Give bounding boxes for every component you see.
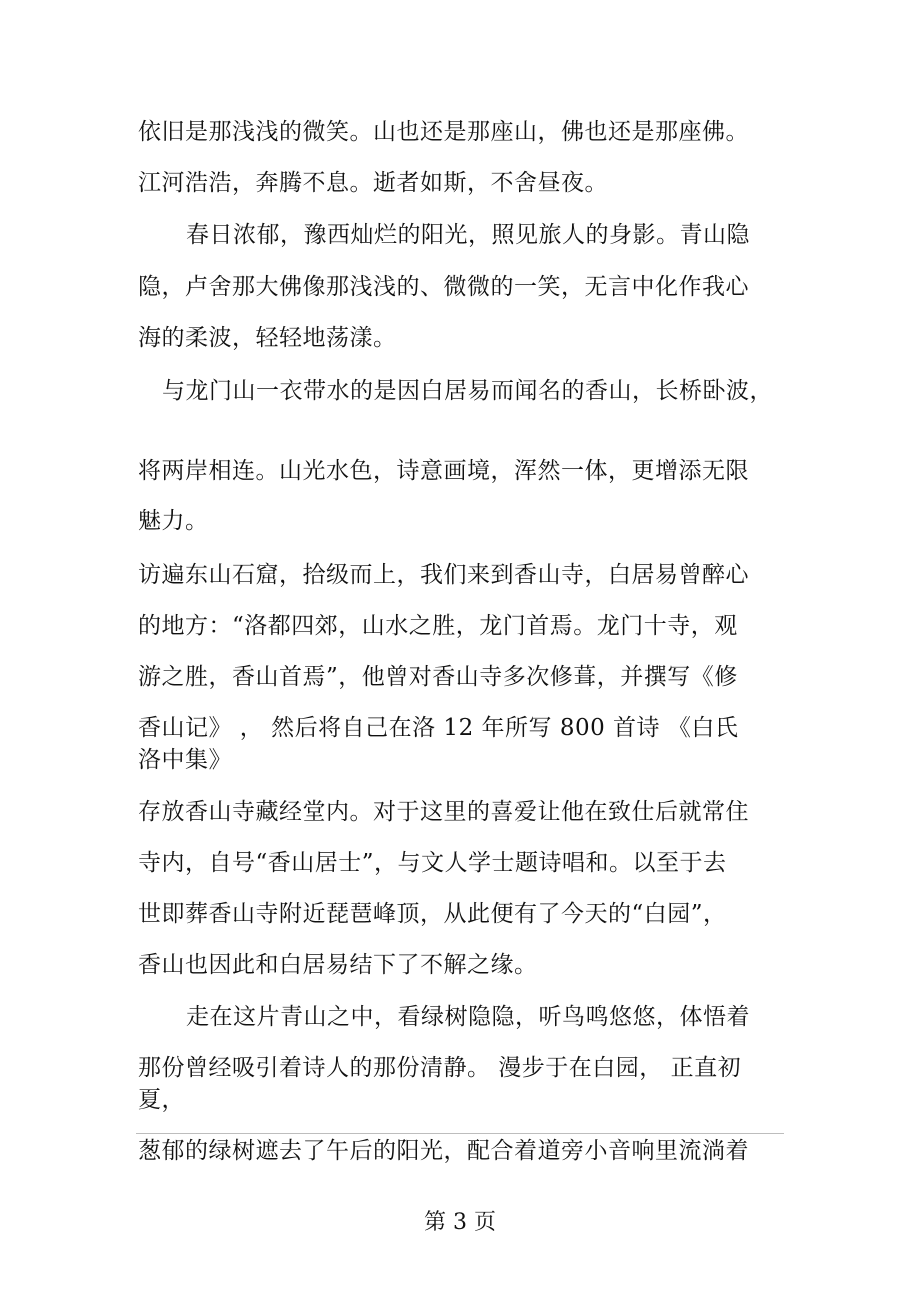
page-divider xyxy=(136,1133,784,1134)
text-line: 游之胜，香山首焉”，他曾对香山寺多次修葺，并撰写《修 xyxy=(138,664,738,690)
text-line: 的地方：“洛都四郊，山水之胜，龙门首焉。龙门十寺，观 xyxy=(138,613,738,639)
text-line: 夏， xyxy=(138,1087,185,1113)
text-line: 魅力。 xyxy=(138,508,209,534)
text-line: 依旧是那浅浅的微笑。山也还是那座山，佛也还是那座佛。 xyxy=(138,119,749,145)
text-line: 那份曾经吸引着诗人的那份清静。 漫步于在白园， 正直初 xyxy=(138,1055,742,1081)
text-line: 春日浓郁，豫西灿烂的阳光，照见旅人的身影。青山隐 xyxy=(186,222,750,248)
text-line: 与龙门山一衣带水的是因白居易而闻名的香山，长桥卧波， xyxy=(162,378,773,404)
page-number: 第 3 页 xyxy=(424,1210,496,1235)
text-line: 香山也因此和白居易结下了不解之缘。 xyxy=(138,952,538,978)
text-line: 江河浩浩，奔腾不息。逝者如斯，不舍昼夜。 xyxy=(138,170,608,196)
text-line: 洛中集》 xyxy=(138,747,232,773)
text-line: 海的柔波，轻轻地荡漾。 xyxy=(138,325,397,351)
text-line: 存放香山寺藏经堂内。对于这里的喜爱让他在致仕后就常住 xyxy=(138,799,749,825)
text-line: 世即葬香山寺附近琵琶峰顶，从此便有了今天的“白园”， xyxy=(138,901,727,927)
text-line: 隐，卢舍那大佛像那浅浅的、微微的一笑，无言中化作我心 xyxy=(138,274,749,300)
text-line: 寺内，自号“香山居士”，与文人学士题诗唱和。以至于去 xyxy=(138,850,727,876)
text-line: 香山记》 ， 然后将自己在洛 12 年所写 800 首诗 《白氏 xyxy=(138,715,739,741)
text-line: 将两岸相连。山光水色，诗意画境，浑然一体，更增添无限 xyxy=(138,458,749,484)
text-line: 访遍东山石窟，拾级而上，我们来到香山寺，白居易曾醉心 xyxy=(138,562,749,588)
text-line: 葱郁的绿树遮去了午后的阳光，配合着道旁小音响里流淌着 xyxy=(138,1138,749,1164)
text-line: 走在这片青山之中，看绿树隐隐，听鸟鸣悠悠，体悟着 xyxy=(186,1004,750,1030)
